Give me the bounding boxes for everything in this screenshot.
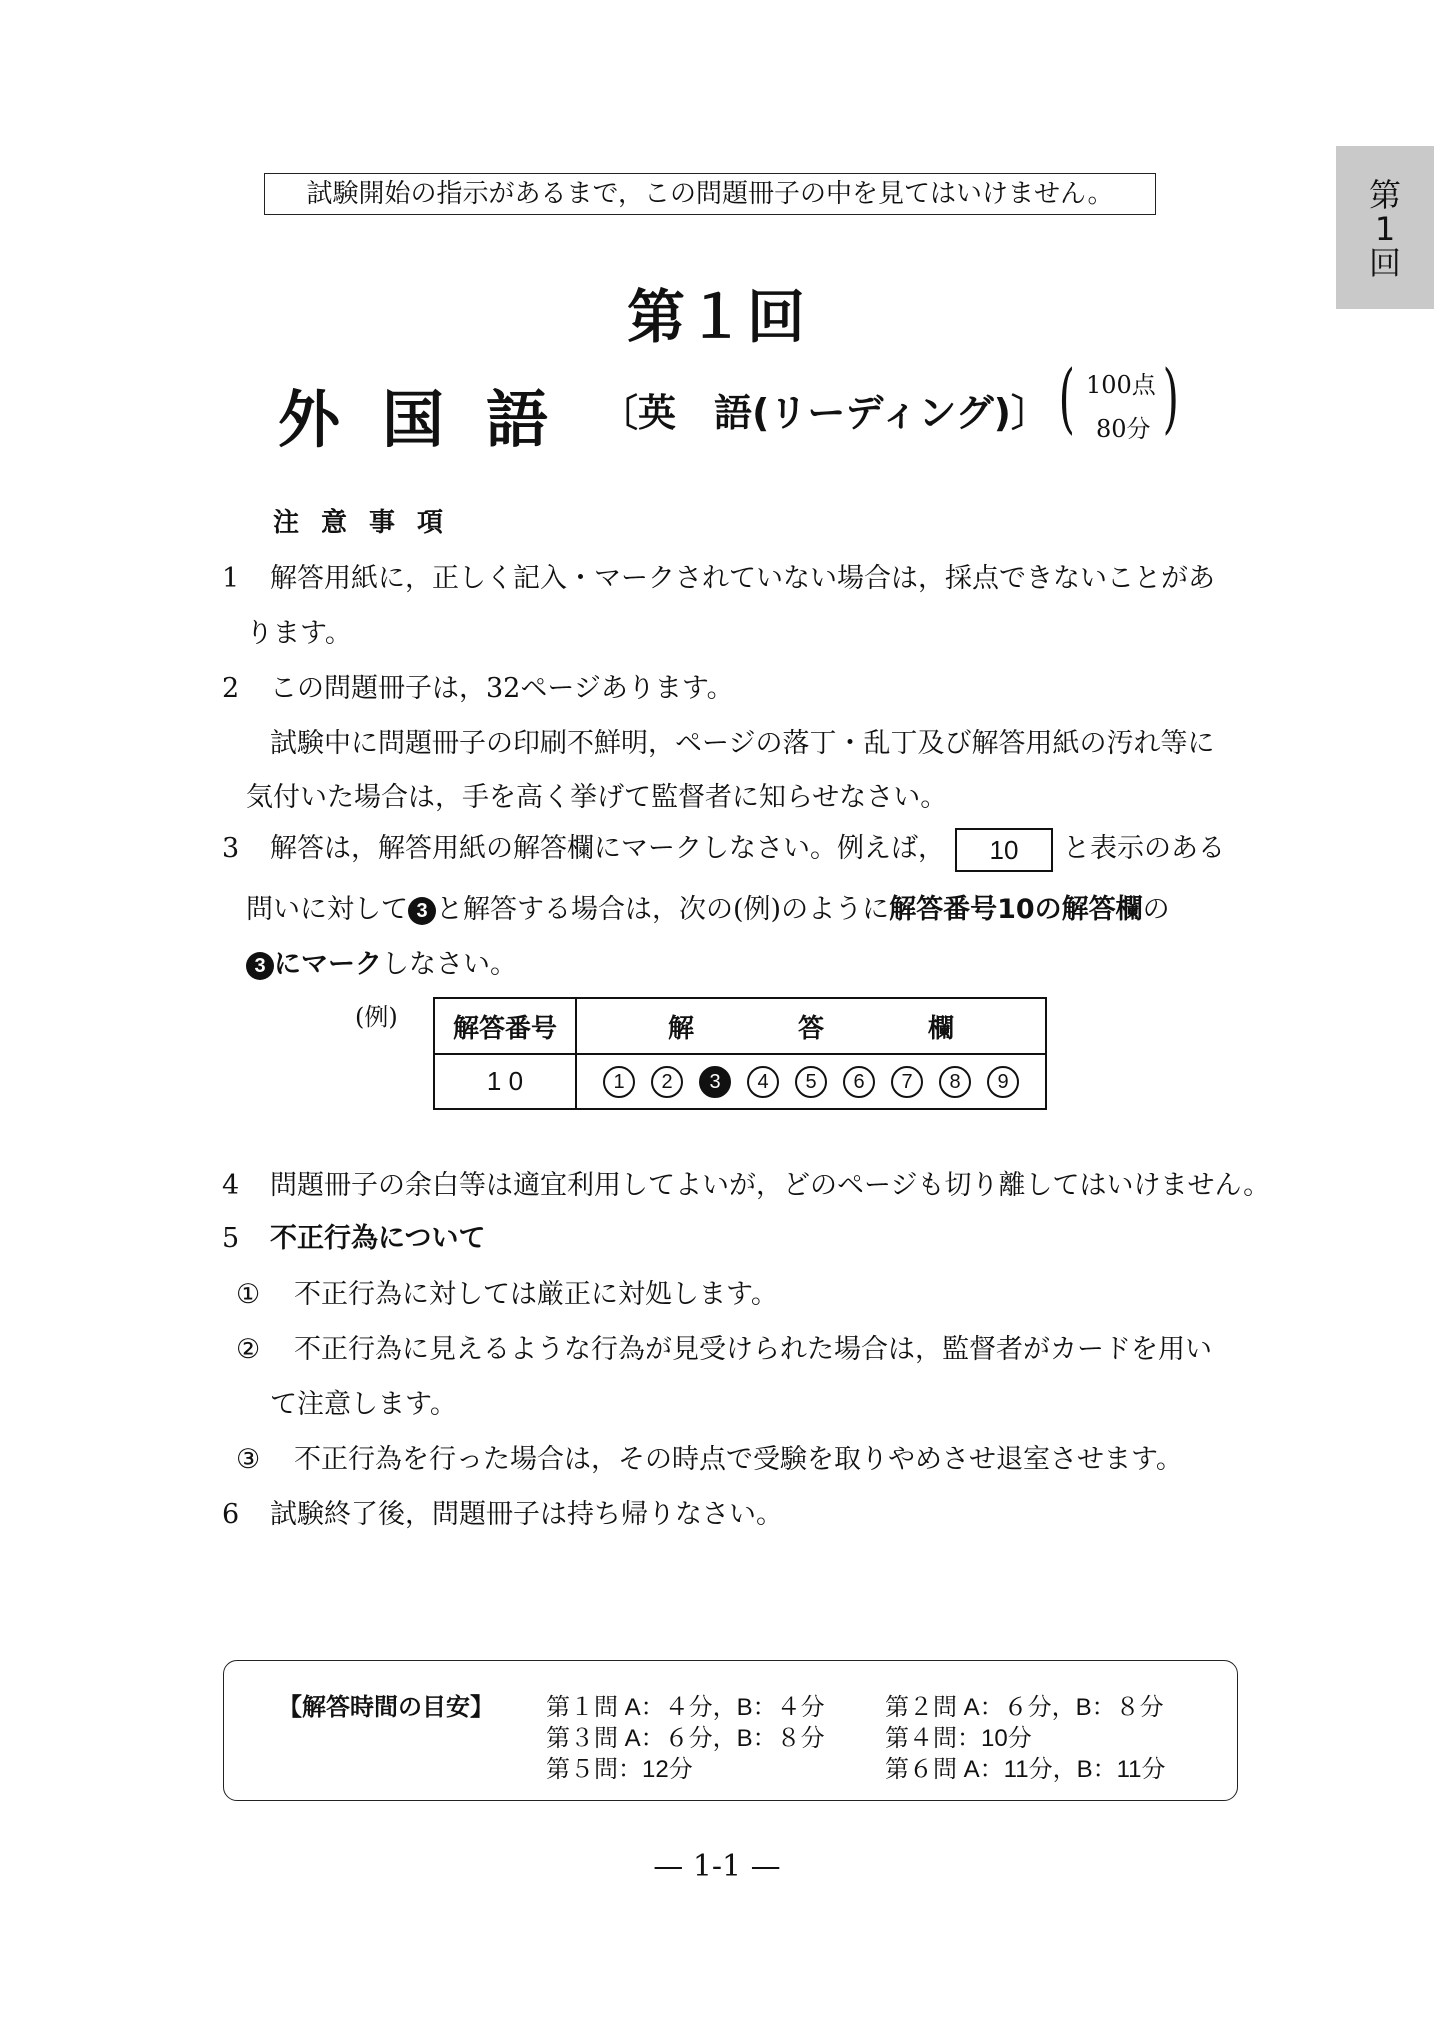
example-col-answer	[576, 998, 1046, 1054]
time-q3: 第３問 A：６分，B：８分	[546, 1725, 825, 1752]
time-guide-label: 【解答時間の目安】	[278, 1694, 494, 1721]
sub-mark: ②	[236, 1334, 261, 1365]
col-head-char: 欄	[928, 1012, 955, 1043]
note-4-line-1	[222, 1163, 1270, 1202]
note-2-line-1	[222, 666, 734, 705]
side-tab-char-1: 第	[1368, 176, 1401, 214]
score-and-time	[1058, 353, 1180, 446]
side-tab-char-2: 1	[1374, 210, 1396, 248]
note-text: 不正行為を行った場合は，その時点で受験を取りやめさせ退室させます。	[294, 1444, 1183, 1475]
note-text: 問いに対して	[246, 894, 408, 925]
bubble-2-icon: 2	[651, 1066, 683, 1098]
note-3-line-1	[222, 826, 1225, 872]
note-bold-text: 不正行為について	[270, 1223, 486, 1254]
note-number: 2	[222, 673, 240, 704]
example-label: (例)	[355, 1003, 398, 1031]
note-text: 試験終了後，問題冊子は持ち帰りなさい。	[270, 1499, 783, 1530]
notes-heading: 注意事項	[273, 508, 466, 538]
note-text: の	[1142, 894, 1170, 925]
note-5-sub-1	[236, 1272, 778, 1311]
note-number: 5	[222, 1223, 240, 1254]
time-q6: 第６問 A：11分，B：11分	[885, 1756, 1166, 1783]
subject-detail: 〔英 語(リーディング)〕	[600, 391, 1049, 435]
filled-circle-3-icon: 3	[246, 952, 274, 980]
bubble-5-icon: 5	[795, 1066, 827, 1098]
example-answer-table	[433, 997, 1047, 1110]
bubble-9-icon: 9	[987, 1066, 1019, 1098]
note-3-line-3	[246, 942, 517, 981]
note-5-line-1	[222, 1216, 485, 1255]
example-col-number: 解答番号	[434, 998, 576, 1054]
note-3-line-2	[246, 887, 1170, 926]
bubble-6-icon: 6	[843, 1066, 875, 1098]
round-title: 第１回	[626, 283, 807, 351]
sub-mark: ①	[236, 1279, 261, 1310]
time-q1: 第１問 A：４分，B：４分	[546, 1694, 825, 1721]
time-q5: 第５問：12分	[546, 1756, 693, 1783]
note-text: しなさい。	[382, 949, 517, 980]
example-bubbles	[576, 1054, 1046, 1109]
note-text: と表示のある	[1063, 833, 1225, 864]
sub-mark: ③	[236, 1444, 261, 1475]
note-number: 1	[222, 563, 240, 594]
note-2-line-2: 試験中に問題冊子の印刷不鮮明，ページの落丁・乱丁及び解答用紙の汚れ等に	[270, 728, 1215, 759]
right-paren: )	[1163, 353, 1180, 442]
note-text: 不正行為に対しては厳正に対処します。	[294, 1279, 778, 1310]
note-text: 解答は，解答用紙の解答欄にマークしなさい。例えば，	[270, 833, 945, 864]
note-number: 3	[222, 833, 240, 864]
note-1-line-1	[222, 556, 1215, 595]
bubble-3-marked-icon: 3	[699, 1066, 731, 1098]
bubble-1-icon: 1	[603, 1066, 635, 1098]
note-bold-text: 解答番号10の解答欄	[889, 894, 1143, 925]
page-number: — 1-1 —	[653, 1849, 781, 1884]
bubble-8-icon: 8	[939, 1066, 971, 1098]
note-6-line-1	[222, 1492, 783, 1531]
time-minutes: 80分	[1096, 415, 1151, 443]
note-5-sub-2-line-1	[236, 1327, 1212, 1366]
note-5-sub-2-line-2: て注意します。	[270, 1389, 457, 1420]
left-paren: (	[1058, 353, 1075, 442]
side-tab-char-3: 回	[1368, 244, 1401, 282]
example-row-number: 1 0	[434, 1054, 576, 1109]
note-bold-text: にマーク	[274, 949, 382, 980]
bubble-4-icon: 4	[747, 1066, 779, 1098]
col-head-char: 解	[667, 1012, 694, 1043]
note-number: 6	[222, 1499, 240, 1530]
filled-circle-3-icon: 3	[408, 897, 436, 925]
note-5-sub-3	[236, 1437, 1183, 1476]
note-1-line-2: ります。	[246, 618, 352, 649]
note-text: この問題冊子は，32ページあります。	[270, 673, 734, 704]
exam-start-notice: 試験開始の指示があるまで，この問題冊子の中を見てはいけません。	[264, 173, 1156, 215]
note-text: 解答用紙に，正しく記入・マークされていない場合は，採点できないことがあ	[270, 563, 1215, 594]
note-text: 問題冊子の余白等は適宜利用してよいが，どのページも切り離してはいけません。	[270, 1170, 1271, 1201]
note-text: と解答する場合は，次の(例)のように	[436, 894, 890, 925]
subject-title: 外国語	[278, 383, 591, 456]
bubble-7-icon: 7	[891, 1066, 923, 1098]
answer-number-box: 10	[955, 828, 1053, 872]
time-q4: 第４問：10分	[885, 1725, 1032, 1752]
note-text: 不正行為に見えるような行為が見受けられた場合は，監督者がカードを用い	[294, 1334, 1212, 1365]
answer-time-guide	[223, 1660, 1238, 1801]
score-points: 100点	[1086, 371, 1156, 399]
note-2-line-3: 気付いた場合は，手を高く挙げて監督者に知らせなさい。	[246, 782, 948, 813]
time-q2: 第２問 A：６分，B：８分	[885, 1694, 1164, 1721]
note-number: 4	[222, 1170, 240, 1201]
col-head-char: 答	[797, 1012, 824, 1043]
